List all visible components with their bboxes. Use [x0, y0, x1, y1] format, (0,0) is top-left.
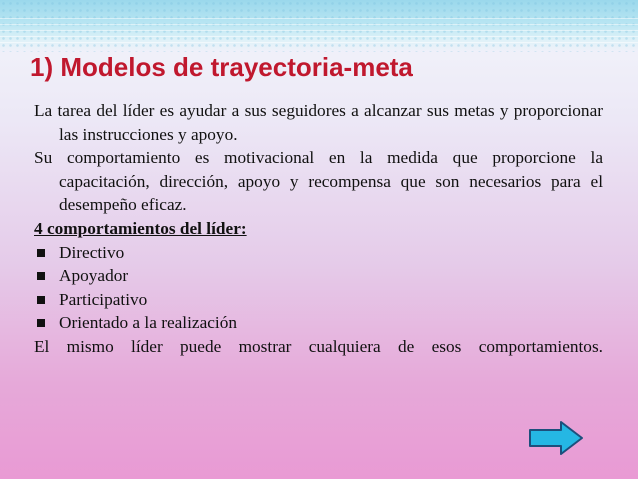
slide-title: 1) Modelos de trayectoria-meta — [30, 52, 413, 82]
list-item — [34, 311, 603, 335]
intro-paragraph-1: La tarea del líder es ayudar a sus seguidores a alcanzar sus metas y proporcionar las instrucciones y apoyo. — [34, 101, 603, 144]
closing-paragraph: El mismo líder puede mostrar cualquiera de esos comportamientos. — [34, 336, 603, 356]
behavior-label: Apoyador — [59, 266, 129, 286]
square-bullet-icon — [37, 272, 45, 280]
square-bullet-icon — [37, 319, 45, 327]
square-bullet-icon — [37, 296, 45, 304]
intro-paragraph-2: Su comportamiento es motivacional en la medida que proporcione la capacitación, dirección, apoyo y recompensa que son necesarios para el desempeño eficaz. — [34, 148, 603, 215]
behavior-label: Participativo — [59, 289, 148, 309]
behaviors-list — [34, 241, 603, 335]
list-item — [34, 288, 603, 312]
square-bullet-icon — [37, 249, 45, 257]
header-decoration — [0, 0, 638, 52]
right-arrow-icon — [527, 419, 585, 457]
list-item — [34, 241, 603, 265]
behavior-label: Orientado a la realización — [59, 313, 237, 333]
behaviors-subheading: 4 comportamientos del líder: — [34, 218, 247, 238]
slide-body — [34, 99, 603, 359]
list-item — [34, 264, 603, 288]
behavior-label: Directivo — [59, 242, 125, 262]
next-slide-button[interactable] — [527, 419, 585, 457]
